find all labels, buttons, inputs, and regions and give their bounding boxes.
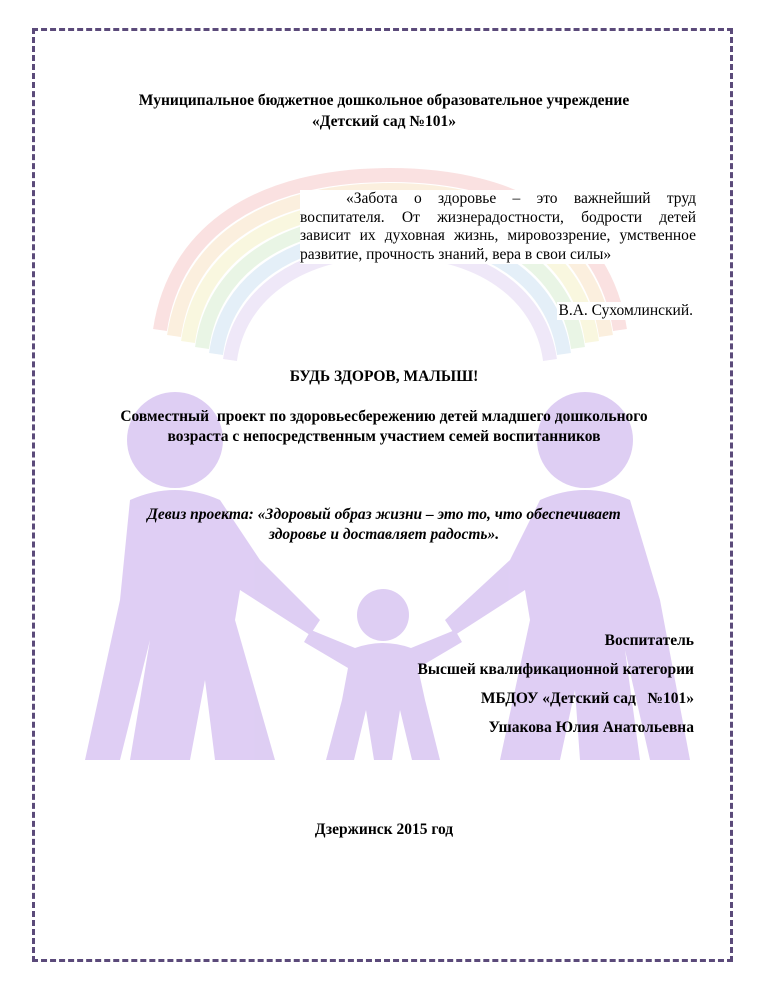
- quote-author: В.А. Сухомлинский.: [558, 302, 693, 319]
- kindergarten-name: «Детский сад №101»: [312, 113, 456, 130]
- project-motto: [60, 505, 708, 545]
- project-description: [60, 407, 708, 447]
- city-year: Дзержинск 2015 год: [314, 821, 454, 838]
- project-line-1: Совместный проект по здоровьесбережению детей младшего дошкольного: [120, 408, 648, 425]
- author-role: Воспитатель: [604, 632, 694, 649]
- page-title: БУДЬ ЗДОРОВ, МАЛЫШ!: [289, 368, 479, 385]
- project-line-2: возраста с непосредственным участием семей воспитанников: [167, 428, 601, 445]
- motto-line-1: Девиз проекта: «Здоровый образ жизни – это то, что обеспечивает: [147, 506, 621, 523]
- author-info: [418, 626, 694, 742]
- author-category: Высшей квалификационной категории: [417, 661, 694, 678]
- author-institution: МБДОУ «Детский сад №101»: [480, 690, 694, 707]
- author-name: Ушакова Юлия Анатольевна: [488, 719, 694, 736]
- organization-name: Муниципальное бюджетное дошкольное образовательное учреждение: [138, 92, 630, 109]
- motto-line-2: здоровье и доставляет радость».: [268, 526, 500, 543]
- quote-text: «Забота о здоровье – это важнейший труд воспитателя. От жизнерадостности, бодрости детей зависит их духовная жизнь, мировоззрение, умственное развитие, прочность знаний, вера в свои силы»: [300, 190, 696, 263]
- epigraph-quote: [300, 190, 696, 264]
- organization-header: [60, 90, 708, 132]
